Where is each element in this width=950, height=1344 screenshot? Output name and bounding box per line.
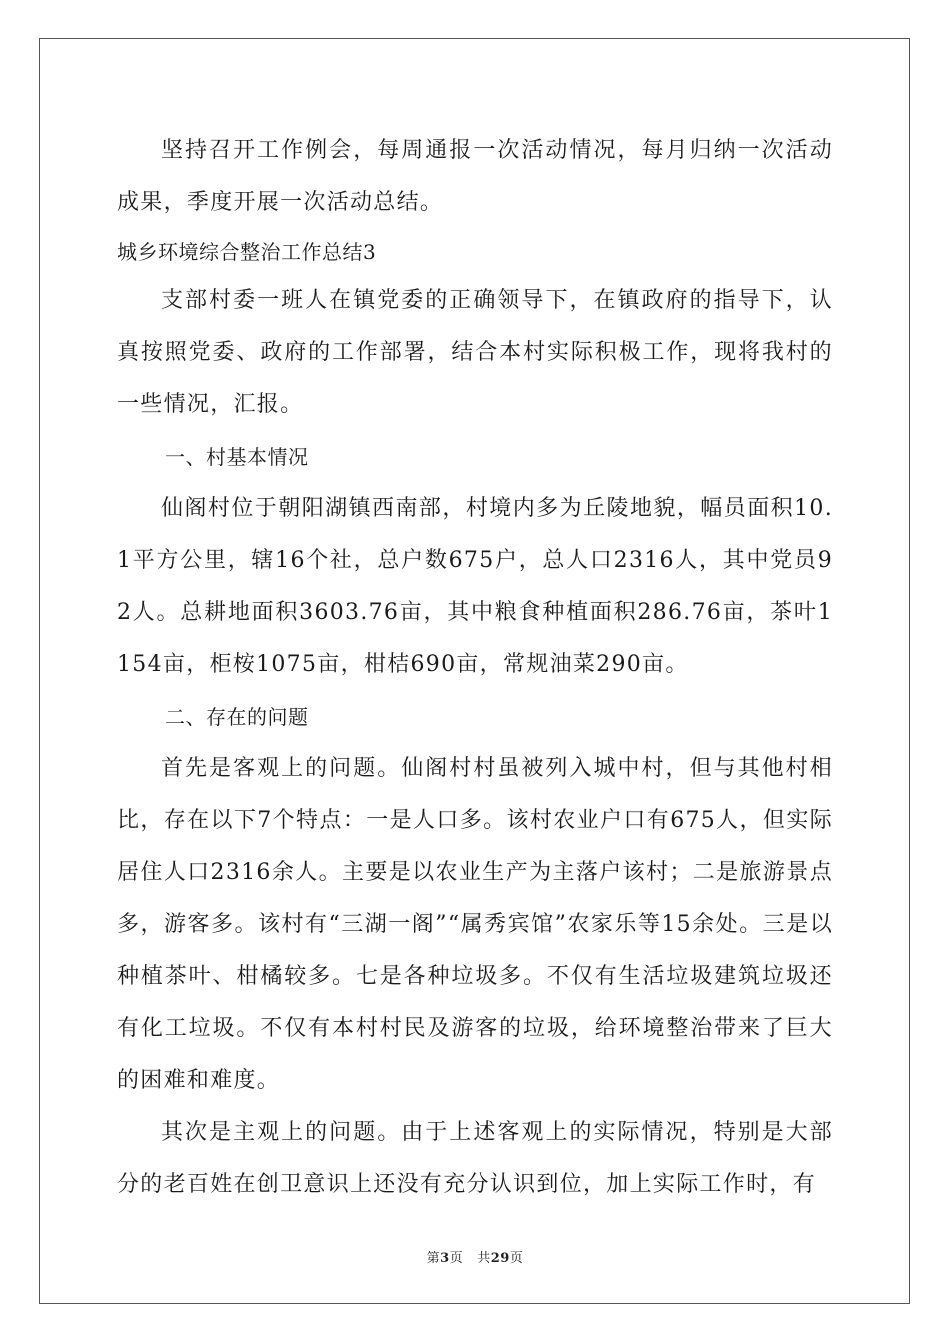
total-unit: 页 (509, 1251, 524, 1266)
body-paragraph-4: 首先是客观上的问题。仙阁村村虽被列入城中村，但与其他村相比，存在以下7个特点：一是人口多。该村农业户口有675人，但实际居住人口2316余人。主要是以农业生产为主落户该村；二是旅游景点多，游客多。该村有“三湖一阁”“属秀宾馆”农家乐等15余处。三是以种植茶叶、柑橘较多。七是各种垃圾多。不仅有生活垃圾建筑垃圾还有化工垃圾。不仅有本村村民及游客的垃圾，给环境整治带来了巨大的困难和难度。 (117, 756, 833, 1093)
document-body (117, 125, 833, 1211)
section-title-1: 一、村基本情况 (165, 445, 309, 469)
page-prefix: 第 (426, 1251, 441, 1266)
section-title-2: 二、存在的问题 (165, 705, 309, 729)
page-footer (0, 1247, 950, 1266)
page-current: 3 (440, 1251, 450, 1266)
body-paragraph-1: 坚持召开工作例会，每周通报一次活动情况，每月归纳一次活动成果，季度开展一次活动总结。 (117, 138, 833, 215)
body-paragraph-2: 支部村委一班人在镇党委的正确领导下，在镇政府的指导下，认真按照党委、政府的工作部署，结合本村实际积极工作，现将我村的一些情况，汇报。 (117, 288, 833, 417)
total-prefix: 共 (477, 1251, 491, 1266)
page-unit: 页 (449, 1251, 464, 1266)
body-paragraph-3: 仙阁村位于朝阳湖镇西南部，村境内多为丘陵地貌，幅员面积10.1平方公里，辖16个社，总户数675户，总人口2316人，其中党员92人。总耕地面积3603.76亩，其中粮食种植面积286.76亩，茶叶1154亩，柜桉1075亩，柑桔690亩，常规油菜290亩。 (117, 496, 833, 677)
page-total: 29 (490, 1251, 510, 1266)
body-paragraph-5: 其次是主观上的问题。由于上述客观上的实际情况，特别是大部分的老百姓在创卫意识上还没有充分认识到位，加上实际工作时，有 (117, 1120, 833, 1197)
document-heading: 城乡环境综合整治工作总结3 (117, 240, 377, 264)
